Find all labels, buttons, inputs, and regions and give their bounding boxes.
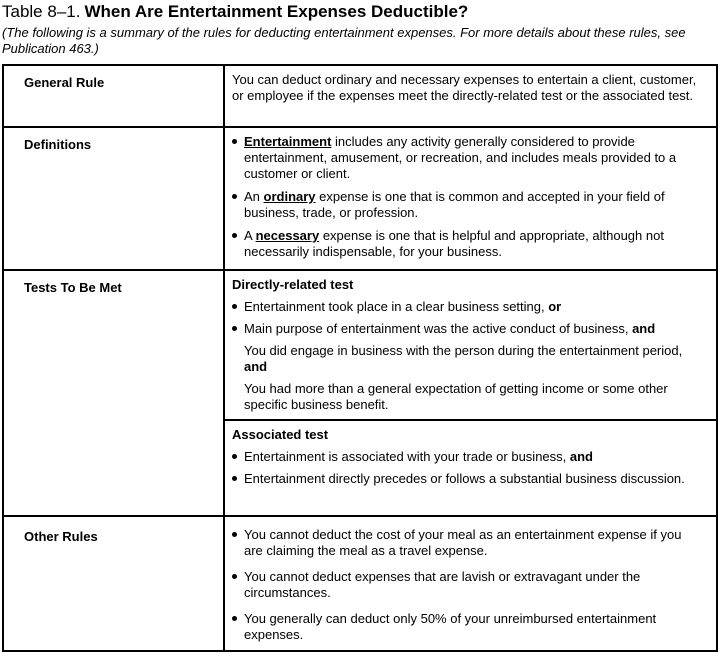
general-rule-label: General Rule bbox=[24, 75, 105, 90]
list-item bbox=[232, 321, 700, 337]
directly-related-section bbox=[225, 271, 716, 419]
list-item bbox=[232, 471, 700, 487]
defined-term: necessary bbox=[255, 228, 320, 243]
table-row-general-rule bbox=[4, 66, 716, 126]
definition-text: A bbox=[244, 228, 256, 243]
condition-text: Main purpose of entertainment was the active conduct of business, bbox=[244, 321, 633, 336]
condition-text: Entertainment is associated with your trade or business, bbox=[244, 449, 570, 464]
defined-term: Entertainment bbox=[244, 134, 332, 149]
bullet-icon bbox=[232, 233, 237, 238]
list-item bbox=[232, 134, 700, 182]
other-rules-label-cell bbox=[4, 517, 225, 650]
bullet-icon bbox=[232, 454, 237, 459]
list-item bbox=[232, 449, 700, 465]
bullet-icon bbox=[232, 326, 237, 331]
bullet-icon bbox=[232, 304, 237, 309]
list-item bbox=[232, 228, 700, 260]
table-row-tests bbox=[4, 269, 716, 515]
table-subtitle: (The following is a summary of the rules for deducting entertainment expenses. For more details about these rules, see Publication 463.) bbox=[2, 25, 686, 56]
definition-text: expense is one that is common and accepted in your field of business, trade, or profession. bbox=[244, 189, 665, 220]
definition-necessary bbox=[244, 228, 700, 260]
test-condition bbox=[244, 449, 700, 465]
table-row-definitions bbox=[4, 126, 716, 269]
other-rule-text: You cannot deduct the cost of your meal as an entertainment expense if you are claiming the meal as a travel expense. bbox=[244, 527, 682, 558]
bullet-icon bbox=[232, 476, 237, 481]
test-condition bbox=[244, 471, 700, 487]
condition-text: You had more than a general expectation of getting income or some other specific business benefit. bbox=[244, 381, 668, 412]
definition-text: expense is one that is helpful and appropriate, although not necessarily indispensable, for your business. bbox=[244, 228, 664, 259]
list-item bbox=[232, 611, 700, 643]
test-subcondition bbox=[244, 381, 700, 413]
other-rules-content-cell bbox=[225, 517, 716, 650]
conjunction: and bbox=[632, 321, 656, 336]
tests-label: Tests To Be Met bbox=[24, 280, 122, 295]
general-rule-content-cell bbox=[225, 66, 716, 126]
general-rule-label-cell bbox=[4, 66, 225, 126]
definition-text: An bbox=[244, 189, 264, 204]
table-row-other-rules bbox=[4, 515, 716, 650]
list-item bbox=[232, 527, 700, 559]
test-subcondition bbox=[244, 343, 700, 375]
tests-label-cell bbox=[4, 271, 225, 515]
conjunction: and bbox=[244, 359, 268, 374]
tests-content-cell bbox=[225, 271, 716, 515]
directly-related-heading: Directly-related test bbox=[232, 277, 354, 292]
list-item bbox=[232, 299, 700, 315]
condition-text: Entertainment directly precedes or follows a substantial business discussion. bbox=[244, 471, 685, 486]
bullet-icon bbox=[232, 574, 237, 579]
bullet-icon bbox=[232, 532, 237, 537]
condition-text: Entertainment took place in a clear business setting, bbox=[244, 299, 549, 314]
list-item bbox=[232, 569, 700, 601]
test-condition bbox=[244, 299, 700, 315]
definitions-label: Definitions bbox=[24, 137, 92, 152]
test-condition bbox=[244, 321, 700, 337]
other-rule-text: You cannot deduct expenses that are lavish or extravagant under the circumstances. bbox=[244, 569, 641, 600]
conjunction: and bbox=[569, 449, 594, 464]
table-title: When Are Entertainment Expenses Deductible? bbox=[84, 2, 469, 21]
condition-text: You did engage in business with the person during the entertainment period, bbox=[244, 343, 683, 358]
bullet-icon bbox=[232, 194, 237, 199]
definitions-label-cell bbox=[4, 128, 225, 269]
definition-ordinary bbox=[244, 189, 700, 221]
definitions-content-cell bbox=[225, 128, 716, 269]
conjunction: or bbox=[548, 299, 562, 314]
table-number: Table 8–1. bbox=[2, 2, 81, 21]
bullet-icon bbox=[232, 139, 237, 144]
associated-section bbox=[225, 419, 716, 515]
list-item bbox=[232, 189, 700, 221]
definition-text: includes any activity generally considered to provide entertainment, amusement, or recreation, and includes meals provided to a customer or client. bbox=[244, 134, 677, 181]
other-rules-label: Other Rules bbox=[24, 529, 98, 544]
bullet-icon bbox=[232, 616, 237, 621]
other-rule-text: You generally can deduct only 50% of your unreimbursed entertainment expenses. bbox=[244, 611, 657, 642]
associated-heading: Associated test bbox=[232, 427, 329, 442]
general-rule-text: You can deduct ordinary and necessary expenses to entertain a client, customer, or employee if the expenses meet the directly-related test or the associated test. bbox=[232, 72, 697, 103]
page-title bbox=[2, 2, 719, 22]
rules-table bbox=[2, 64, 718, 652]
defined-term: ordinary bbox=[263, 189, 316, 204]
definition-entertainment bbox=[244, 134, 700, 182]
